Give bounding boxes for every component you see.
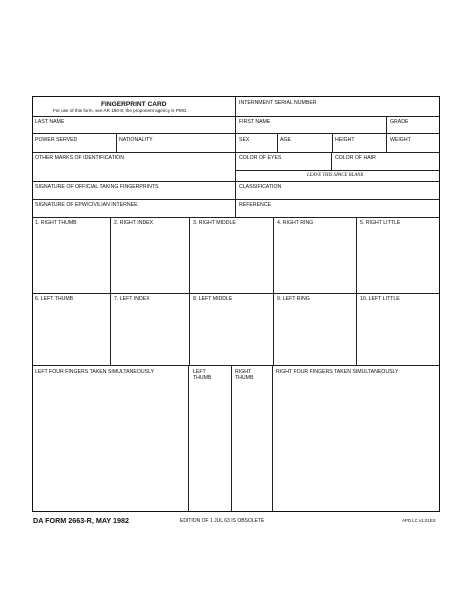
- finger-label: LEFT FOUR FINGERS TAKEN SIMULTANEOUSLY: [35, 369, 155, 375]
- field-label: INTERNMENT SERIAL NUMBER: [239, 100, 317, 106]
- field-label: HEIGHT: [335, 137, 355, 143]
- age-field[interactable]: [278, 133, 332, 152]
- field-label: GRADE: [390, 119, 409, 125]
- right-thumb-plain-box[interactable]: [232, 365, 272, 511]
- finger-label: THUMB: [235, 375, 254, 381]
- field-label: OTHER MARKS OF IDENTIFICATION: [35, 155, 124, 161]
- field-label: WEIGHT: [390, 137, 411, 143]
- form-id: DA FORM 2663-R, MAY 1982: [33, 516, 130, 525]
- field-label: COLOR OF EYES: [239, 155, 282, 161]
- internment-serial-number-field[interactable]: [236, 97, 439, 116]
- left-middle-box[interactable]: [190, 293, 273, 365]
- signature-official-field[interactable]: [33, 181, 235, 199]
- field-label: SIGNATURE OF OFFICIAL TAKING FINGERPRINTS: [35, 184, 159, 190]
- field-label: NATIONALITY: [119, 137, 153, 143]
- right-ring-box[interactable]: [274, 217, 356, 293]
- grade-field[interactable]: [387, 116, 439, 133]
- reference-field[interactable]: [236, 199, 439, 217]
- left-thumb-plain-box[interactable]: [189, 365, 231, 511]
- right-thumb-box[interactable]: [33, 217, 110, 293]
- left-thumb-box[interactable]: [33, 293, 110, 365]
- left-ring-box[interactable]: [274, 293, 356, 365]
- finger-label: RIGHT FOUR FINGERS TAKEN SIMULTANEOUSLY: [276, 369, 399, 375]
- field-label: POWER SERVED: [35, 137, 78, 143]
- finger-label: RIGHT: [235, 369, 252, 375]
- left-four-fingers-box[interactable]: [33, 365, 188, 511]
- finger-label: THUMB: [193, 375, 212, 381]
- finger-label: 3. RIGHT MIDDLE: [193, 220, 236, 226]
- field-label: SEX: [239, 137, 250, 143]
- leave-blank-notice: LEAVE THIS SPACE BLANK: [307, 173, 364, 178]
- field-label: COLOR OF HAIR: [335, 155, 376, 161]
- signature-epw-field[interactable]: [33, 199, 235, 217]
- finger-label: 7. LEFT INDEX: [114, 296, 150, 302]
- finger-label: LEFT: [193, 369, 206, 375]
- first-name-field[interactable]: [236, 116, 386, 133]
- finger-label: 1. RIGHT THUMB: [35, 220, 77, 226]
- field-label: REFERENCE: [239, 202, 271, 208]
- color-of-eyes-field[interactable]: [236, 152, 331, 170]
- classification-field[interactable]: [236, 181, 439, 199]
- field-label: FIRST NAME: [239, 119, 271, 125]
- form-subtitle: For use of this form, see AR 190-8; the proponent agency is PMG.: [53, 108, 188, 113]
- finger-label: 4. RIGHT RING: [277, 220, 314, 226]
- edition-notice: EDITION OF 1 JUL 63 IS OBSOLETE: [180, 518, 265, 524]
- left-little-box[interactable]: [357, 293, 439, 365]
- weight-field[interactable]: [387, 133, 439, 152]
- field-label: SIGNATURE OF EPW/CIVILIAN INTERNEE: [35, 202, 138, 208]
- finger-label: 9. LEFT RING: [277, 296, 310, 302]
- version-label: APD LC v1.01ES: [402, 518, 436, 523]
- right-four-fingers-box[interactable]: [273, 365, 439, 511]
- finger-label: 10. LEFT LITTLE: [360, 296, 400, 302]
- field-label: CLASSIFICATION: [239, 184, 282, 190]
- other-marks-field[interactable]: [33, 152, 235, 181]
- nationality-field[interactable]: [117, 133, 235, 152]
- row-divider: [236, 170, 439, 171]
- field-label: AGE: [280, 137, 291, 143]
- right-little-box[interactable]: [357, 217, 439, 293]
- finger-label: 8. LEFT MIDDLE: [193, 296, 233, 302]
- left-index-box[interactable]: [111, 293, 189, 365]
- right-middle-box[interactable]: [190, 217, 273, 293]
- finger-label: 6. LEFT THUMB: [35, 296, 74, 302]
- sex-field[interactable]: [236, 133, 277, 152]
- finger-label: 2. RIGHT INDEX: [114, 220, 154, 226]
- power-served-field[interactable]: [33, 133, 116, 152]
- field-label: LAST NAME: [35, 119, 65, 125]
- finger-label: 5. RIGHT LITTLE: [360, 220, 401, 226]
- color-of-hair-field[interactable]: [332, 152, 439, 170]
- fingerprint-card-form: [32, 96, 440, 512]
- last-name-field[interactable]: [33, 116, 235, 133]
- height-field[interactable]: [333, 133, 386, 152]
- right-index-box[interactable]: [111, 217, 189, 293]
- form-title: FINGERPRINT CARD: [101, 101, 167, 108]
